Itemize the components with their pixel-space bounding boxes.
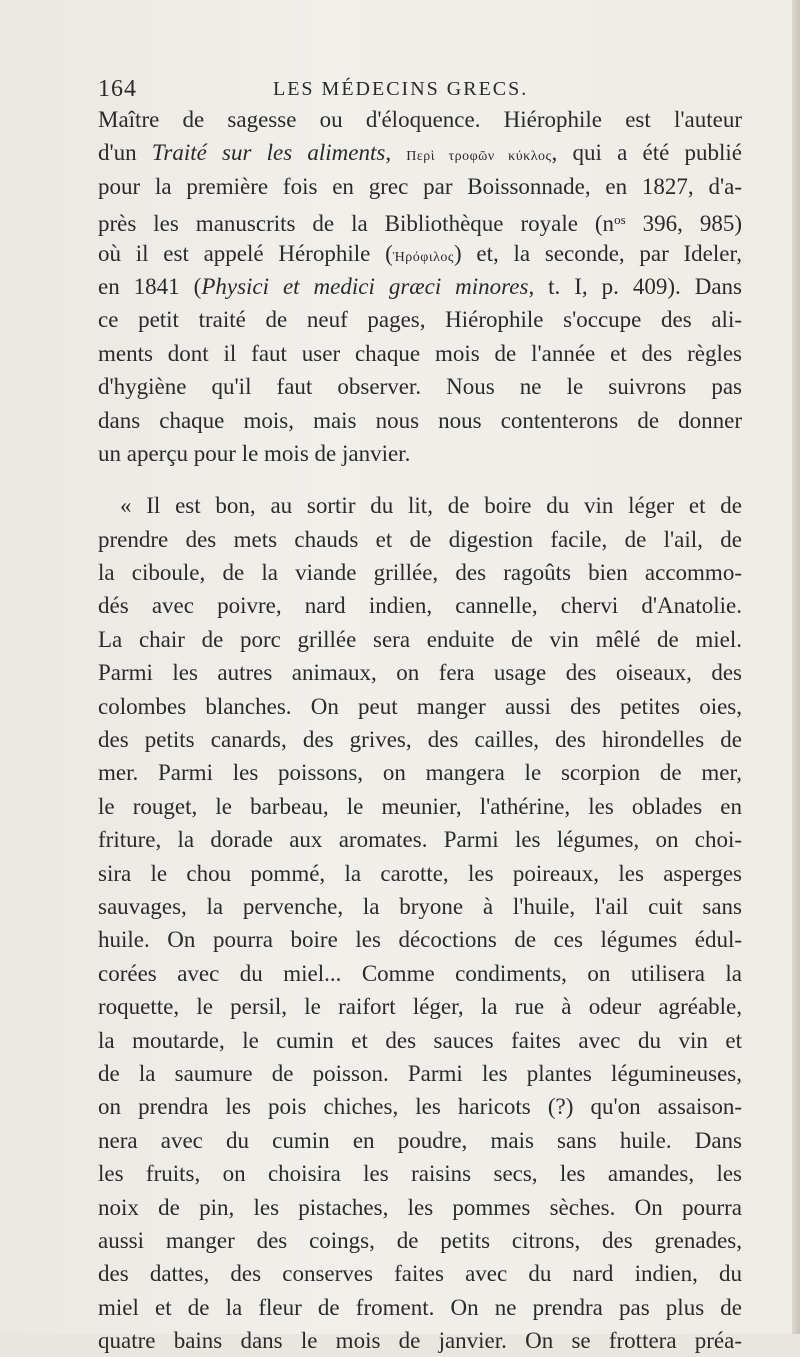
text-line: sira le chou pommé, la carotte, les poireaux, les asperges xyxy=(98,860,742,886)
superscript: os xyxy=(614,212,626,228)
text-line: friture, la dorade aux aromates. Parmi les légumes, on choi- xyxy=(98,827,742,853)
text-segment: près les manuscrits de la Bibliothèque royale (n xyxy=(98,211,615,237)
text-line: colombes blanches. On peut manger aussi des petites oies, xyxy=(98,693,742,719)
text-line: la moutarde, le cumin et des sauces faites avec du vin et xyxy=(98,1027,742,1053)
greek-name: Ἡρόφιλος xyxy=(392,249,454,265)
text-line: dans chaque mois, mais nous nous contenterons de donner xyxy=(98,407,742,433)
paragraph-gap xyxy=(98,470,742,489)
text-segment: 396, 985) xyxy=(625,211,742,237)
text-segment: en 1841 ( xyxy=(98,273,202,299)
text-line xyxy=(98,270,742,303)
text-line: sauvages, la pervenche, la bryone à l'huile, l'ail cuit sans xyxy=(98,893,742,919)
text-line: « Il est bon, au sortir du lit, de boire du vin léger et de xyxy=(120,493,742,519)
text-line: un aperçu pour le mois de janvier. xyxy=(98,440,411,466)
paragraph-1 xyxy=(98,103,742,470)
page-header xyxy=(98,76,738,106)
text-line: pour la première fois en grec par Boissonnade, en 1827, d'a- xyxy=(98,173,742,199)
text-line: ments dont il faut user chaque mois de l'année et des règles xyxy=(98,340,742,366)
text-segment: , xyxy=(385,140,407,166)
text-line: aussi manger des coings, de petits citrons, des grenades, xyxy=(98,1227,742,1253)
text-line: des petits canards, des grives, des cailles, des hirondelles de xyxy=(98,727,742,753)
text-line: quatre bains dans le mois de janvier. On se frottera préa- xyxy=(98,1328,742,1354)
text-line: les fruits, on choisira les raisins secs, les amandes, les xyxy=(98,1161,742,1187)
text-line: la ciboule, de la viande grillée, des ragoûts bien accommo- xyxy=(98,560,742,586)
text-line: La chair de porc grillée sera enduite de vin mêlé de miel. xyxy=(98,626,742,652)
text-line xyxy=(98,136,742,169)
text-line: dés avec poivre, nard indien, cannelle, chervi d'Anatolie. xyxy=(98,593,742,619)
text-line: mer. Parmi les poissons, on mangera le scorpion de mer, xyxy=(98,760,742,786)
text-segment: ) et, la seconde, par Ideler, xyxy=(453,240,742,266)
text-line: noix de pin, les pistaches, les pommes sèches. On pourra xyxy=(98,1194,742,1220)
text-line: nera avec du cumin en poudre, mais sans huile. Dans xyxy=(98,1127,742,1153)
text-line: huile. On pourra boire les décoctions de ces légumes édul- xyxy=(98,927,742,953)
text-line: corées avec du miel... Comme condiments, on utilisera la xyxy=(98,960,742,986)
text-segment: , t. I, p. 409). Dans xyxy=(528,273,742,299)
greek-title: Περὶ τροφῶν κύκλος xyxy=(406,149,552,165)
text-line xyxy=(98,237,742,270)
book-title-italic: Physici et medici græci minores xyxy=(201,273,529,299)
running-title: LES MÉDECINS GRECS. xyxy=(273,78,529,100)
text-line: ce petit traité de neuf pages, Hiérophile s'occupe des ali- xyxy=(98,307,742,333)
text-line: de la saumure de poisson. Parmi les plantes légumineuses, xyxy=(98,1060,742,1086)
paragraph-2 xyxy=(98,489,742,1357)
text-line: des dattes, des conserves faites avec du nard indien, du xyxy=(98,1261,742,1287)
text-line: prendre des mets chauds et de digestion facile, de l'ail, de xyxy=(98,526,742,552)
text-line xyxy=(98,203,742,236)
text-line: Maître de sagesse ou d'éloquence. Hiérophile est l'auteur xyxy=(98,107,742,132)
text-line: miel et de la fleur de froment. On ne prendra pas plus de xyxy=(98,1294,742,1320)
book-title-italic: Traité sur les aliments xyxy=(151,140,386,166)
text-line: le rouget, le barbeau, le meunier, l'athérine, les oblades en xyxy=(98,793,742,819)
text-line: d'hygiène qu'il faut observer. Nous ne le suivrons pas xyxy=(98,374,742,400)
text-line: roquette, le persil, le raifort léger, la rue à odeur agréable, xyxy=(98,994,742,1020)
page-number: 164 xyxy=(98,76,137,102)
text-segment: où il est appelé Hérophile ( xyxy=(98,240,393,266)
text-line: Parmi les autres animaux, on fera usage des oiseaux, des xyxy=(98,660,742,686)
page-body xyxy=(98,103,742,1357)
text-line: on prendra les pois chiches, les haricots (?) qu'on assaison- xyxy=(98,1094,742,1120)
text-segment: , qui a été publié xyxy=(551,140,742,166)
text-segment: d'un xyxy=(98,140,152,166)
page-edge-shadow xyxy=(792,0,800,1334)
